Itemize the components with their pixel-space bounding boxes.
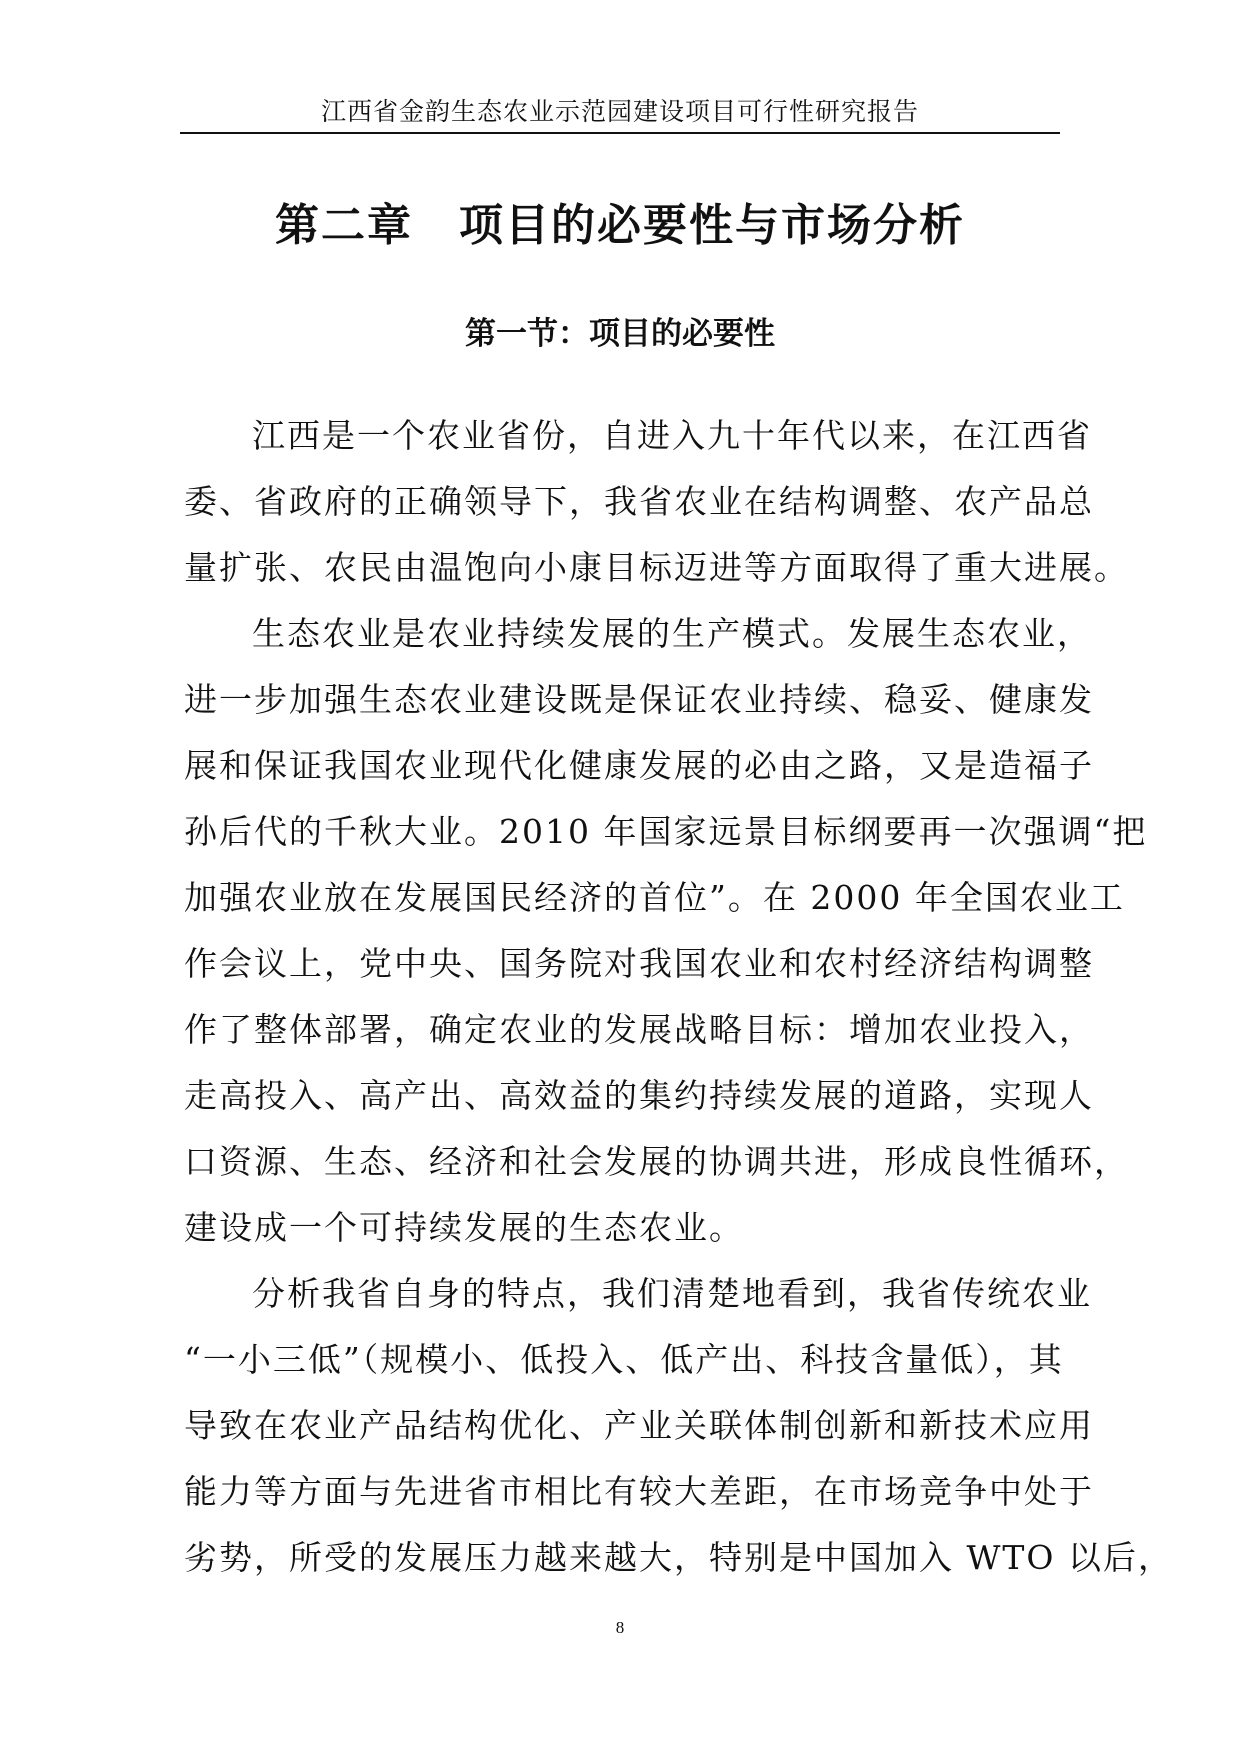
body-line: 委、省政府的正确领导下，我省农业在结构调整、农产品总 xyxy=(184,482,1094,521)
body-line: 进一步加强生态农业建设既是保证农业持续、稳妥、健康发 xyxy=(184,680,1094,719)
body-line: 走高投入、高产出、高效益的集约持续发展的道路，实现人 xyxy=(184,1076,1094,1115)
body-line: 江西是一个农业省份，自进入九十年代以来，在江西省 xyxy=(252,416,1092,455)
body-line: 孙后代的千秋大业。2010 年国家远景目标纲要再一次强调“把 xyxy=(184,812,1148,851)
body-line: 口资源、生态、经济和社会发展的协调共进，形成良性循环， xyxy=(184,1142,1129,1181)
body-line: 导致在农业产品结构优化、产业关联体制创新和新技术应用 xyxy=(184,1406,1094,1445)
body-line: 分析我省自身的特点，我们清楚地看到，我省传统农业 xyxy=(252,1274,1092,1313)
body-line: 建设成一个可持续发展的生态农业。 xyxy=(184,1208,744,1247)
body-line: 作会议上，党中央、国务院对我国农业和农村经济结构调整 xyxy=(184,944,1094,983)
body-line: “一小三低”（规模小、低投入、低产出、科技含量低），其 xyxy=(184,1340,1064,1379)
section-title: 第一节：项目的必要性 xyxy=(465,316,775,352)
page-number: 8 xyxy=(615,1618,625,1637)
chapter-title: 第二章 项目的必要性与市场分析 xyxy=(275,200,965,251)
body-text xyxy=(184,403,1173,1591)
body-line: 展和保证我国农业现代化健康发展的必由之路，又是造福子 xyxy=(184,746,1094,785)
body-line: 能力等方面与先进省市相比有较大差距，在市场竞争中处于 xyxy=(184,1472,1094,1511)
body-line: 劣势，所受的发展压力越来越大，特别是中国加入 WTO 以后， xyxy=(184,1538,1173,1577)
body-line: 加强农业放在发展国民经济的首位”。在 2000 年全国农业工 xyxy=(184,878,1125,917)
body-line: 作了整体部署，确定农业的发展战略目标：增加农业投入， xyxy=(184,1010,1094,1049)
running-header: 江西省金韵生态农业示范园建设项目可行性研究报告 xyxy=(180,92,1060,134)
body-line: 量扩张、农民由温饱向小康目标迈进等方面取得了重大进展。 xyxy=(184,548,1129,587)
body-line: 生态农业是农业持续发展的生产模式。发展生态农业， xyxy=(252,614,1092,653)
